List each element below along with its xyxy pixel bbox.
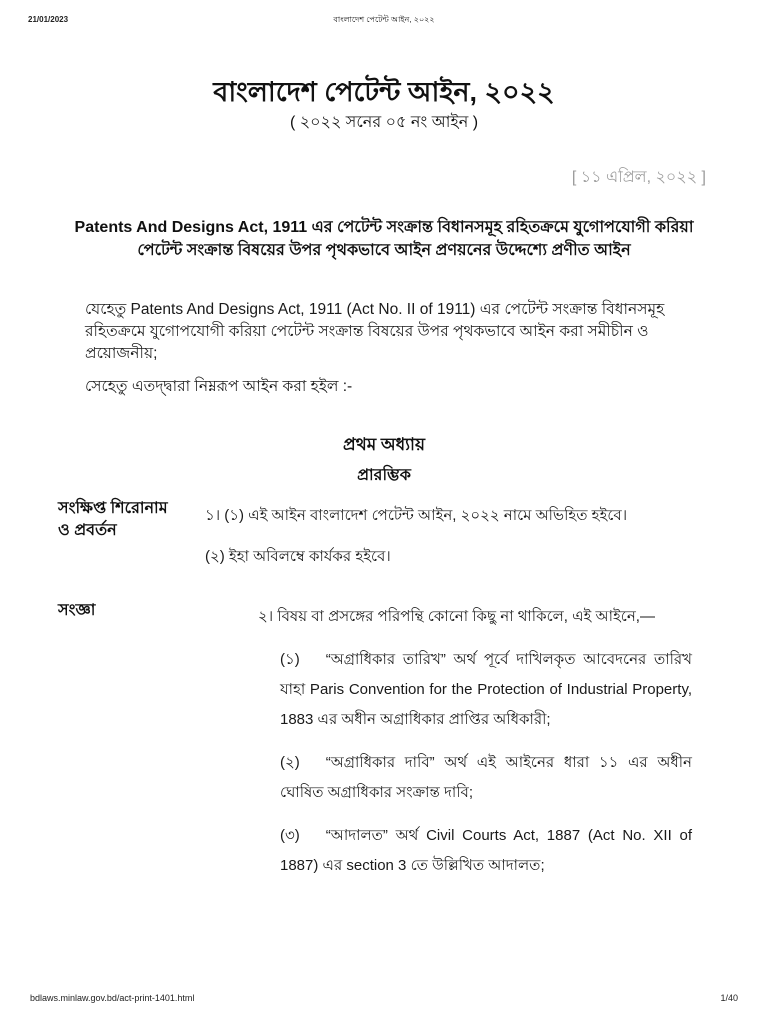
definition-text: “আদালত” অর্থ Civil Courts Act, 1887 (Act No. XII of 1887) এর section 3 তে উল্লিখিত আদালত; (280, 827, 692, 874)
chapter-title: প্রারম্ভিক (357, 467, 411, 484)
preamble: যেহেতু Patents And Designs Act, 1911 (Act No. II of 1911) এর পেটেন্ট সংক্রান্ত বিধানসমূহ রহিতক্রমে যুগোপযোগী করিয়া পেটেন্ট সংক্রান্ত বিষয়ের উপর পৃথকভাবে আইন করা সমীচীন ও প্রয়োজনীয়; (85, 301, 665, 362)
print-url: bdlaws.minlaw.gov.bd/act-print-1401.html (30, 993, 195, 1003)
definition-number: (২) (280, 754, 300, 771)
definition-item (280, 821, 692, 881)
definition-text: “অগ্রাধিকার দাবি” অর্থ এই আইনের ধারা ১১ এর অধীন ঘোষিত অগ্রাধিকার সংক্রান্ত দাবি; (280, 754, 692, 801)
section-1-subsection-1: ১। (১) এই আইন বাংলাদেশ পেটেন্ট আইন, ২০২২ নামে অভিহিত হইবে। (205, 507, 628, 524)
definition-number: (৩) (280, 827, 300, 844)
print-header (0, 14, 768, 28)
enacting-clause: সেহেতু এতদ্দ্বারা নিম্নরূপ আইন করা হইল :- (85, 378, 353, 395)
section-1-subsection-2: (২) ইহা অবিলম্বে কার্যকর হইবে। (205, 548, 391, 565)
definition-text: “অগ্রাধিকার তারিখ” অর্থ পূর্বে দাখিলকৃত আবেদনের তারিখ যাহা Paris Convention for the Protection of Industrial Property, 1883 এর অধীন অগ্রাধিকার প্রাপ্তির অধিকারী; (280, 651, 692, 728)
print-date: 21/01/2023 (28, 15, 69, 24)
section-2-side-heading: সংজ্ঞা (58, 602, 96, 619)
chapter-number: প্রথম অধ্যায় (343, 435, 425, 454)
definition-number: (১) (280, 651, 300, 668)
act-title: বাংলাদেশ পেটেন্ট আইন, ২০২২ (213, 77, 555, 107)
act-long-title: Patents And Designs Act, 1911 এর পেটেন্ট সংক্রান্ত বিধানসমূহ রহিতক্রমে যুগোপযোগী করিয়া পেটেন্ট সংক্রান্ত বিষয়ের উপর পৃথকভাবে আইন প্রণয়নের উদ্দেশ্যে প্রণীত আইন (74, 219, 694, 259)
section-2-intro: ২। বিষয় বা প্রসঙ্গের পরিপন্থি কোনো কিছু না থাকিলে, এই আইনে,— (258, 608, 655, 625)
page-number: 1/40 (720, 993, 738, 1003)
act-number: ( ২০২২ সনের ০৫ নং আইন ) (289, 114, 479, 131)
print-footer (0, 992, 768, 1006)
definition-item (280, 645, 692, 735)
print-page-title: বাংলাদেশ পেটেন্ট আইন, ২০২২ (333, 15, 435, 24)
act-date: [ ১১ এপ্রিল, ২০২২ ] (571, 169, 706, 186)
definitions-list (280, 645, 692, 894)
definition-item (280, 748, 692, 808)
section-1-side-heading: সংক্ষিপ্ত শিরোনাম ও প্রবর্তন (58, 500, 168, 539)
